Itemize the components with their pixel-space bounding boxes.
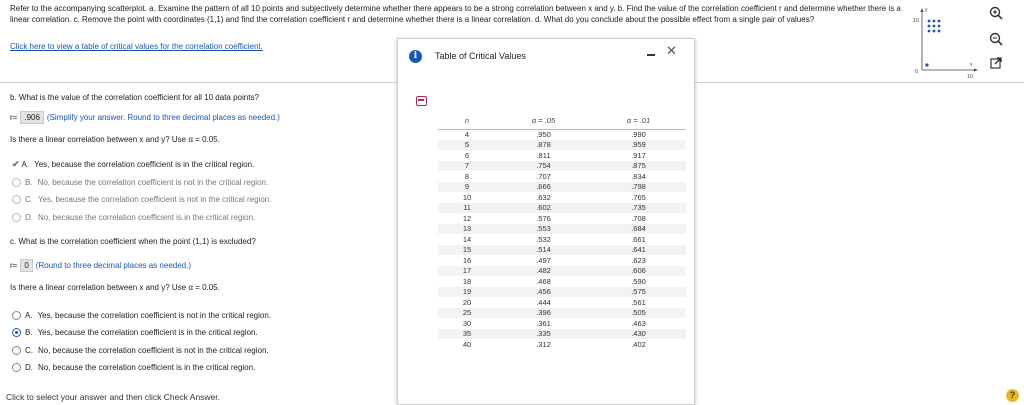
help-button[interactable]: ? xyxy=(1006,389,1019,402)
critical-value-01-cell: .606 xyxy=(591,266,686,277)
option-letter: D. xyxy=(25,213,33,222)
radio-button[interactable] xyxy=(12,363,21,372)
radio-button[interactable] xyxy=(12,213,21,222)
option-letter: A. xyxy=(21,160,30,169)
critical-value-01-cell: .798 xyxy=(591,182,686,193)
option-text: No, because the correlation coefficient is not in the critical region. xyxy=(37,178,269,187)
critical-value-01-cell: .641 xyxy=(591,245,686,256)
r-label: r= xyxy=(10,261,18,270)
problem-statement: Refer to the accompanying scatterplot. a. Examine the pattern of all 10 points and subjectively determine whether there appears to be a strong correlation between x and y. b. Find the value of the correlation coefficient r and determine whether there is a linear correlation. c. Remove the point with coordinates (1,1) and find the correlation coefficient r and determine whether there is a linear correlation. d. What do you conclude about the possible effect from a single pair of values? xyxy=(10,4,901,24)
sample-size-cell: 19 xyxy=(438,287,496,298)
col-header-n: n xyxy=(438,112,496,129)
critical-value-01-cell: .834 xyxy=(631,171,646,181)
part-b-question: b. What is the value of the correlation coefficient for all 10 data points? xyxy=(10,93,259,102)
part-b-option-b[interactable] xyxy=(12,178,268,187)
rounding-hint: (Simplify your answer. Round to three decimal places as needed.) xyxy=(46,113,280,122)
critical-value-01-cell: .575 xyxy=(591,287,686,298)
table-row xyxy=(438,182,686,193)
critical-value-01-cell: .661 xyxy=(631,234,646,244)
radio-button[interactable] xyxy=(12,195,21,204)
sample-size-cell: 20 xyxy=(462,297,472,307)
table-row xyxy=(438,287,686,298)
critical-value-05-cell: .602 xyxy=(496,203,591,214)
radio-button[interactable] xyxy=(12,311,21,320)
critical-value-01-cell: .875 xyxy=(591,161,686,172)
critical-value-01-cell: .708 xyxy=(631,213,646,223)
table-row xyxy=(438,129,686,140)
sample-size-cell: 9 xyxy=(438,182,496,193)
table-row xyxy=(438,266,686,277)
table-row xyxy=(438,140,686,151)
option-text: No, because the correlation coefficient is in the critical region. xyxy=(38,363,256,372)
table-row xyxy=(438,150,686,161)
part-b-option-a[interactable] xyxy=(12,159,254,170)
sample-size-cell: 12 xyxy=(462,213,472,223)
r-label: r= xyxy=(10,113,18,122)
rounding-hint: (Round to three decimal places as needed.) xyxy=(35,261,191,270)
part-c-answer-row xyxy=(10,259,191,272)
part-c-option-c[interactable] xyxy=(12,346,269,355)
part-c-question: c. What is the correlation coefficient when the point (1,1) is excluded? xyxy=(10,237,256,246)
critical-value-05-cell: .950 xyxy=(536,130,551,139)
table-row xyxy=(438,224,686,235)
part-c-linear-question: Is there a linear correlation between x and y? Use α = 0.05. xyxy=(10,283,220,292)
option-text: Yes, because the correlation coefficient is not in the critical region. xyxy=(37,311,272,320)
sample-size-cell: 8 xyxy=(464,171,470,181)
option-text: Yes, because the correlation coefficient is in the critical region. xyxy=(34,160,255,169)
critical-value-01-cell: .430 xyxy=(591,329,686,340)
critical-value-01-cell: .623 xyxy=(631,255,646,265)
close-button[interactable]: ✕ xyxy=(666,43,677,58)
sample-size-cell: 40 xyxy=(462,339,472,349)
critical-value-05-cell: .335 xyxy=(496,329,591,340)
option-text: No, because the correlation coefficient is in the critical region. xyxy=(38,213,256,222)
critical-value-05-cell: .482 xyxy=(496,266,591,277)
scatterplot-thumbnail[interactable] xyxy=(912,6,980,82)
r-answer-field[interactable]: 0 xyxy=(20,259,32,272)
dot-grid-icon[interactable] xyxy=(926,18,942,34)
table-row xyxy=(438,161,686,172)
sample-size-cell: 30 xyxy=(462,318,472,328)
table-row xyxy=(438,339,686,350)
critical-value-05-cell: .553 xyxy=(496,224,591,235)
critical-value-01-cell: .990 xyxy=(631,130,646,139)
critical-value-05-cell: .576 xyxy=(536,213,551,223)
table-row xyxy=(438,297,686,308)
critical-value-01-cell: .463 xyxy=(631,318,646,328)
zoom-in-icon[interactable] xyxy=(988,5,1004,21)
critical-value-05-cell: .497 xyxy=(536,255,551,265)
radio-button[interactable] xyxy=(12,178,21,187)
critical-value-01-cell: .735 xyxy=(591,203,686,214)
print-icon[interactable] xyxy=(416,96,427,106)
critical-value-05-cell: .666 xyxy=(496,182,591,193)
critical-values-link[interactable]: Click here to view a table of critical values for the correlation coefficient. xyxy=(10,42,263,51)
sample-size-cell: 17 xyxy=(438,266,496,277)
col-header-alpha-01: α = .01 xyxy=(591,112,686,129)
option-letter: D. xyxy=(25,363,33,372)
radio-button[interactable] xyxy=(12,346,21,355)
critical-value-05-cell: .754 xyxy=(496,161,591,172)
critical-value-01-cell: .917 xyxy=(631,150,646,160)
table-row xyxy=(438,192,686,203)
sample-size-cell: 11 xyxy=(438,203,496,214)
table-row xyxy=(438,234,686,245)
critical-value-01-cell: .959 xyxy=(591,140,686,151)
info-icon: i xyxy=(409,50,422,63)
sample-size-cell: 16 xyxy=(462,255,472,265)
table-row xyxy=(438,171,686,182)
critical-value-05-cell: .532 xyxy=(536,234,551,244)
option-letter: C. xyxy=(25,346,33,355)
critical-value-01-cell: .402 xyxy=(631,339,646,349)
table-row xyxy=(438,276,686,287)
part-b-option-d[interactable] xyxy=(12,213,255,222)
table-row xyxy=(438,329,686,340)
sample-size-cell: 15 xyxy=(438,245,496,256)
critical-values-table xyxy=(438,112,686,350)
y-axis-label: y xyxy=(925,7,928,13)
part-b-answer-row xyxy=(10,111,280,124)
table-row xyxy=(438,245,686,256)
critical-values-modal xyxy=(397,38,695,405)
plot-point xyxy=(925,63,928,66)
col-header-alpha-05: α = .05 xyxy=(496,112,591,129)
option-text: No, because the correlation coefficient is not in the critical region. xyxy=(38,346,269,355)
sample-size-cell: 6 xyxy=(464,150,470,160)
critical-value-01-cell: .765 xyxy=(631,192,646,202)
critical-value-05-cell: .878 xyxy=(496,140,591,151)
table-row xyxy=(438,308,686,319)
table-row xyxy=(438,203,686,214)
option-letter: A. xyxy=(25,311,33,320)
critical-value-05-cell: .361 xyxy=(536,318,551,328)
critical-value-05-cell: .444 xyxy=(536,297,551,307)
sample-size-cell: 18 xyxy=(462,276,472,286)
critical-value-01-cell: .684 xyxy=(591,224,686,235)
sample-size-cell: 25 xyxy=(438,308,496,319)
option-text: Yes, because the correlation coefficient is in the critical region. xyxy=(37,328,258,337)
part-c-option-a[interactable] xyxy=(12,311,271,320)
option-letter: B. xyxy=(25,328,33,337)
critical-value-05-cell: .707 xyxy=(536,171,551,181)
r-answer-field[interactable]: .906 xyxy=(20,111,44,124)
part-b-option-c[interactable] xyxy=(12,195,271,204)
option-letter: B. xyxy=(25,178,33,187)
critical-value-05-cell: .514 xyxy=(496,245,591,256)
critical-value-05-cell: .811 xyxy=(536,150,551,160)
open-external-icon[interactable] xyxy=(988,55,1004,71)
option-letter: C. xyxy=(25,195,33,204)
option-text: Yes, because the correlation coefficient is not in the critical region. xyxy=(38,195,272,204)
part-c-option-b[interactable] xyxy=(12,328,258,337)
minimize-button[interactable] xyxy=(647,54,655,56)
modal-title: Table of Critical Values xyxy=(435,51,526,61)
critical-value-05-cell: .456 xyxy=(496,287,591,298)
x-axis-label: x xyxy=(970,62,973,68)
sample-size-cell: 13 xyxy=(438,224,496,235)
instruction-footer: Click to select your answer and then click Check Answer. xyxy=(6,392,221,402)
sample-size-cell: 14 xyxy=(462,234,472,244)
critical-value-01-cell: .505 xyxy=(591,308,686,319)
critical-value-01-cell: .561 xyxy=(631,297,646,307)
origin-label: 0 xyxy=(915,69,919,75)
sample-size-cell: 4 xyxy=(464,130,470,139)
part-c-option-d[interactable] xyxy=(12,363,255,372)
critical-value-05-cell: .632 xyxy=(536,192,551,202)
sample-size-cell: 5 xyxy=(438,140,496,151)
sample-size-cell: 10 xyxy=(462,192,472,202)
critical-value-05-cell: .312 xyxy=(536,339,551,349)
part-b-linear-question: Is there a linear correlation between x and y? Use α = 0.05. xyxy=(10,135,220,144)
table-row xyxy=(438,213,686,224)
table-row xyxy=(438,255,686,266)
sample-size-cell: 7 xyxy=(438,161,496,172)
correct-check-icon: ✔ xyxy=(12,159,20,169)
critical-value-01-cell: .590 xyxy=(631,276,646,286)
radio-button-selected[interactable] xyxy=(12,328,21,337)
y-tick-label: 10 xyxy=(913,18,920,24)
zoom-out-icon[interactable] xyxy=(988,31,1004,47)
x-tick-label: 10 xyxy=(967,74,974,80)
sample-size-cell: 35 xyxy=(438,329,496,340)
table-row xyxy=(438,318,686,329)
modal-header[interactable] xyxy=(398,39,694,71)
critical-value-05-cell: .468 xyxy=(536,276,551,286)
critical-value-05-cell: .396 xyxy=(496,308,591,319)
